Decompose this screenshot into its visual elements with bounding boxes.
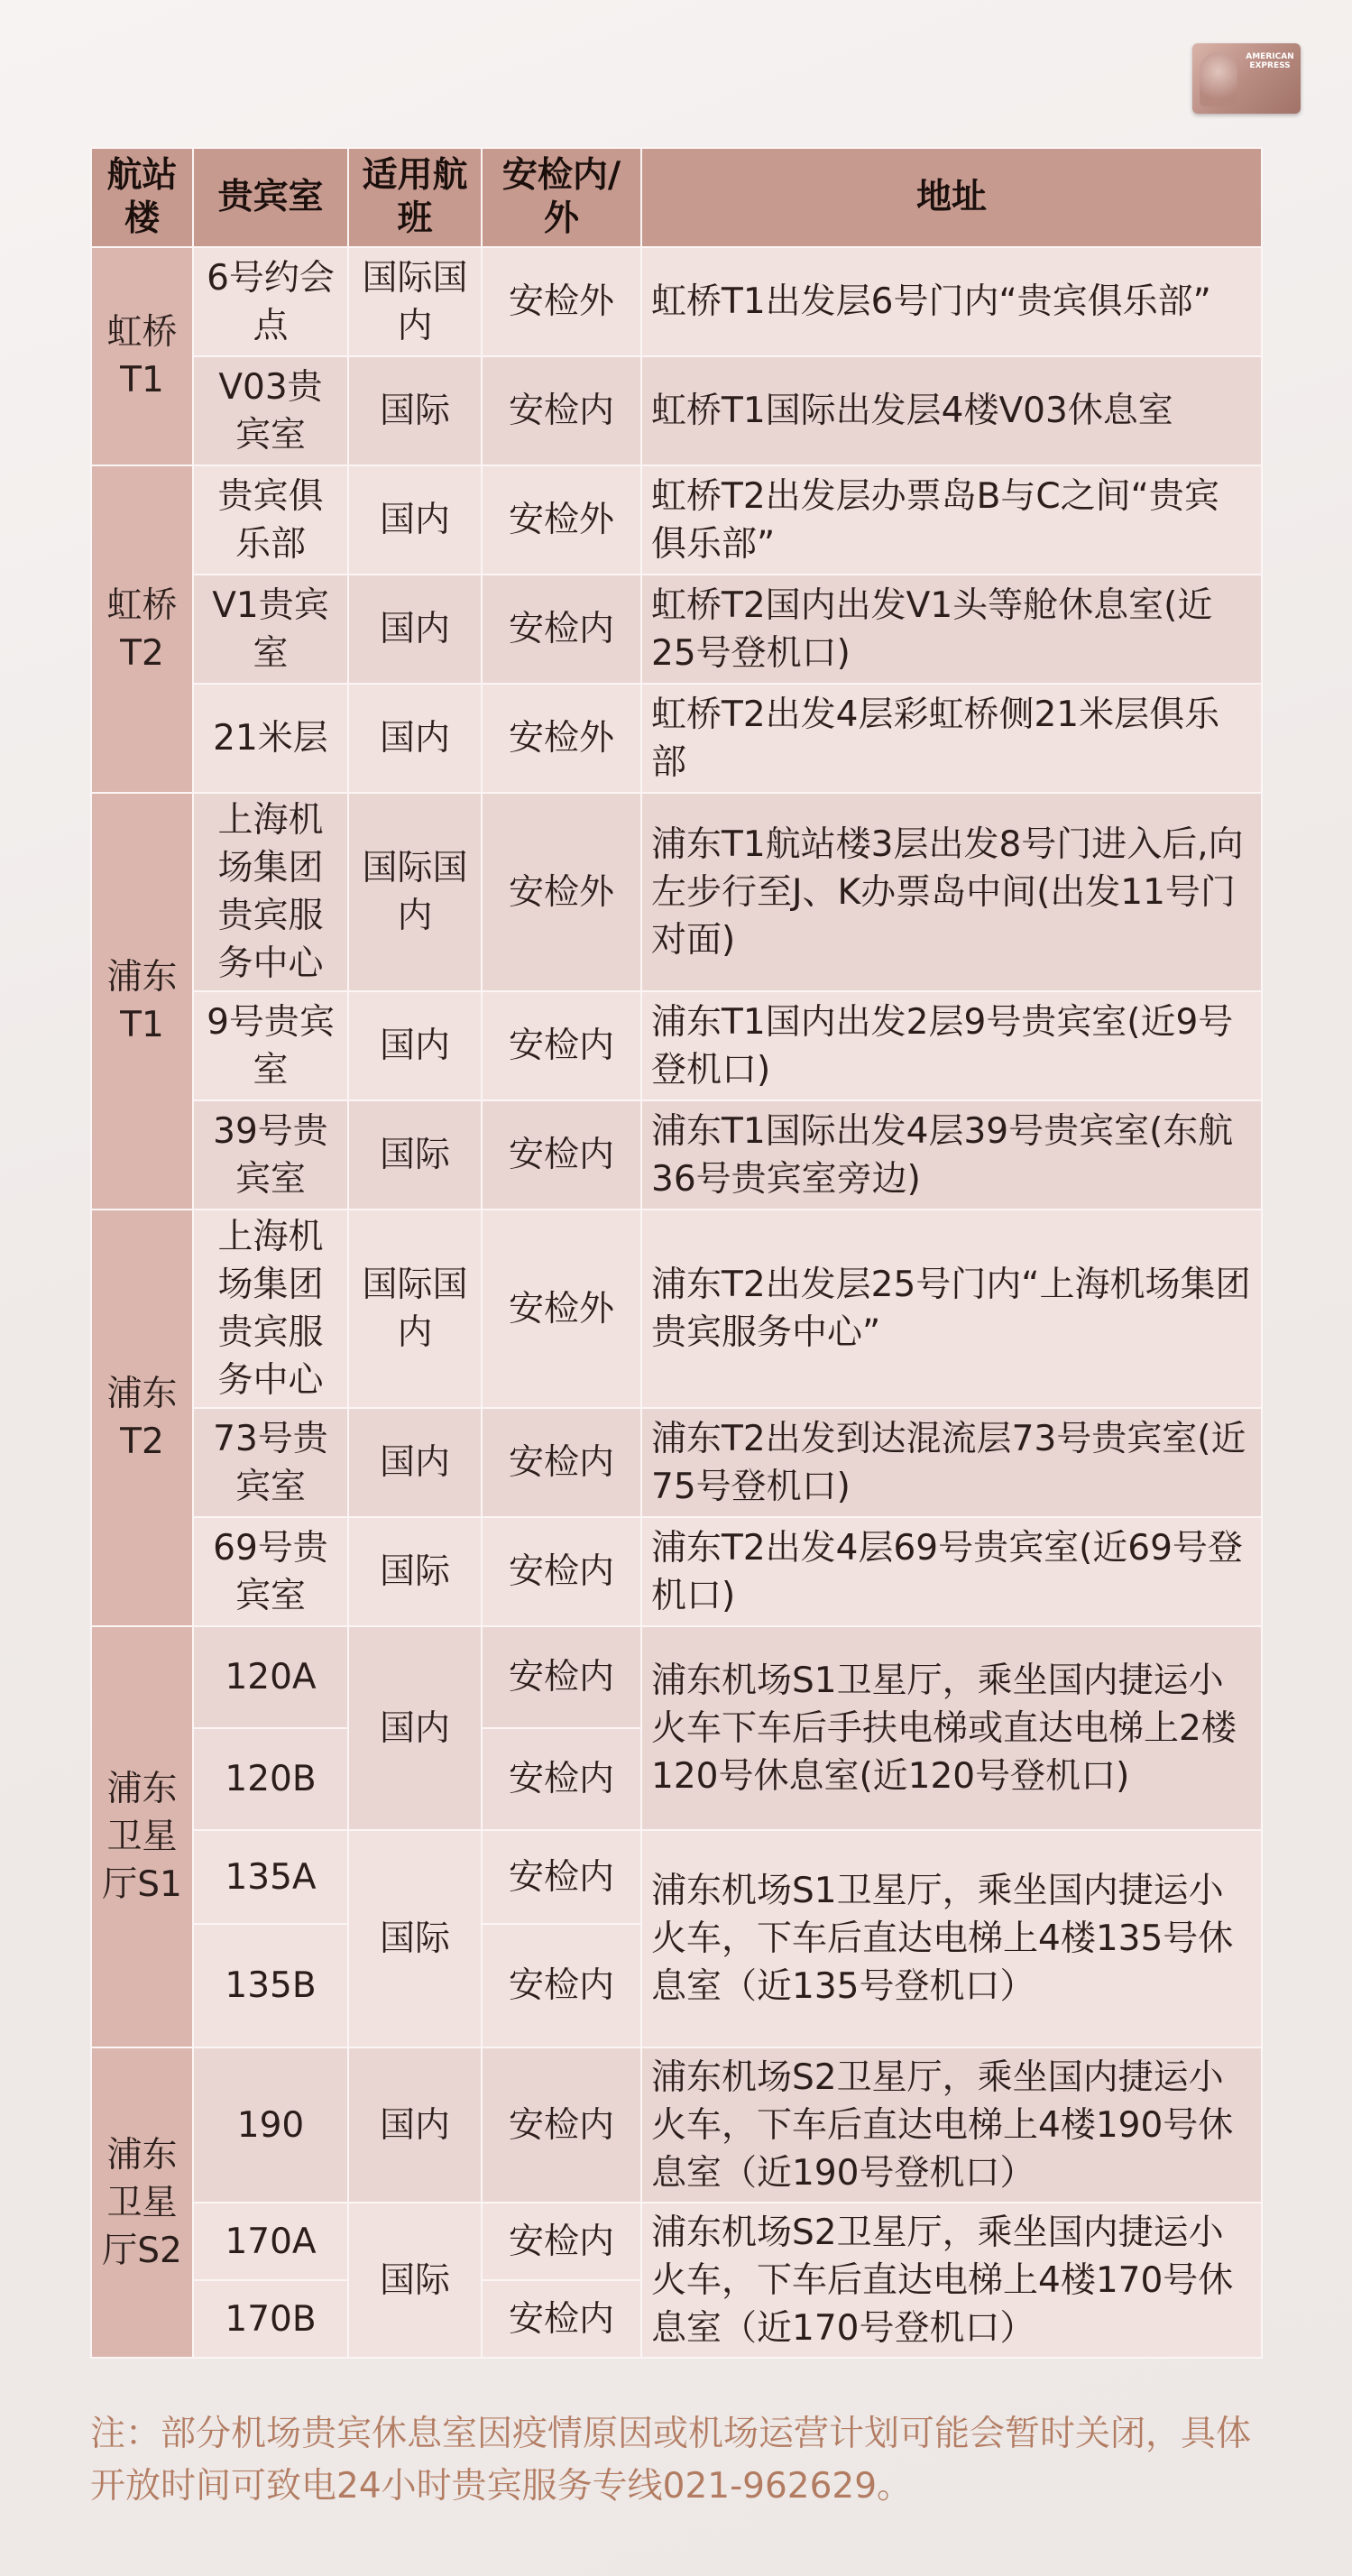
- security-cell: 安检外: [482, 684, 641, 793]
- header-address: 地址: [641, 148, 1262, 247]
- flight-cell: 国际国内: [348, 1210, 482, 1408]
- table-row: [91, 1100, 1262, 1210]
- flight-cell: 国际国内: [348, 793, 482, 991]
- address-cell: 虹桥T1出发层6号门内“贵宾俱乐部”: [641, 247, 1262, 356]
- table-row: [91, 1830, 1262, 1924]
- lounge-cell: 上海机场集团贵宾服务中心: [193, 1210, 348, 1408]
- address-cell: 浦东机场S1卫星厅，乘坐国内捷运小火车下车后手扶电梯或直达电梯上2楼120号休息室(近120号登机口): [641, 1626, 1262, 1830]
- card-brand-text: AMERICAN EXPRESS: [1246, 52, 1294, 70]
- security-cell: 安检外: [482, 793, 641, 991]
- table-row: [91, 247, 1262, 356]
- security-cell: 安检内: [482, 1100, 641, 1210]
- lounge-cell: 135A: [193, 1830, 348, 1924]
- security-cell: 安检内: [482, 2280, 641, 2358]
- centurion-portrait-icon: [1200, 52, 1237, 106]
- flight-cell: 国际: [348, 1517, 482, 1626]
- table-header-row: [91, 148, 1262, 247]
- header-flight: 适用航班: [348, 148, 482, 247]
- address-cell: 浦东机场S2卫星厅，乘坐国内捷运小火车，下车后直达电梯上4楼170号休息室（近170号登机口）: [641, 2203, 1262, 2358]
- lounge-cell: 69号贵宾室: [193, 1517, 348, 1626]
- security-cell: 安检内: [482, 1408, 641, 1517]
- terminal-cell: 虹桥T1: [91, 247, 193, 465]
- lounge-cell: 6号约会点: [193, 247, 348, 356]
- security-cell: 安检外: [482, 247, 641, 356]
- address-cell: 浦东机场S2卫星厅，乘坐国内捷运小火车，下车后直达电梯上4楼190号休息室（近190号登机口）: [641, 2047, 1262, 2203]
- lounge-cell: 170B: [193, 2280, 348, 2358]
- security-cell: 安检内: [482, 2047, 641, 2203]
- address-cell: 虹桥T1国际出发层4楼V03休息室: [641, 356, 1262, 465]
- lounge-cell: 上海机场集团贵宾服务中心: [193, 793, 348, 991]
- lounge-cell: 135B: [193, 1924, 348, 2047]
- flight-cell: 国际: [348, 1830, 482, 2047]
- address-cell: 虹桥T2国内出发V1头等舱休息室(近25号登机口): [641, 575, 1262, 684]
- terminal-cell: 浦东T1: [91, 793, 193, 1210]
- lounge-table: [90, 147, 1263, 2359]
- table-row: [91, 2047, 1262, 2203]
- header-terminal: 航站楼: [91, 148, 193, 247]
- lounge-cell: 21米层: [193, 684, 348, 793]
- lounge-cell: 73号贵宾室: [193, 1408, 348, 1517]
- terminal-cell: 虹桥T2: [91, 465, 193, 793]
- table-row: [91, 356, 1262, 465]
- lounge-cell: V03贵宾室: [193, 356, 348, 465]
- table-row: [91, 465, 1262, 575]
- lounge-cell: 190: [193, 2047, 348, 2203]
- security-cell: 安检内: [482, 1728, 641, 1830]
- table-row: [91, 1210, 1262, 1408]
- address-cell: 浦东T1国内出发2层9号贵宾室(近9号登机口): [641, 991, 1262, 1100]
- flight-cell: 国内: [348, 684, 482, 793]
- flight-cell: 国内: [348, 575, 482, 684]
- security-cell: 安检内: [482, 991, 641, 1100]
- security-cell: 安检内: [482, 1924, 641, 2047]
- lounge-cell: V1贵宾室: [193, 575, 348, 684]
- security-cell: 安检内: [482, 575, 641, 684]
- address-cell: 浦东机场S1卫星厅，乘坐国内捷运小火车，下车后直达电梯上4楼135号休息室（近135号登机口）: [641, 1830, 1262, 2047]
- amex-card-image: [1192, 43, 1301, 114]
- table-row: [91, 1626, 1262, 1728]
- terminal-cell: 浦东T2: [91, 1210, 193, 1626]
- lounge-cell: 120B: [193, 1728, 348, 1830]
- security-cell: 安检内: [482, 1517, 641, 1626]
- lounge-cell: 9号贵宾室: [193, 991, 348, 1100]
- flight-cell: 国际国内: [348, 247, 482, 356]
- lounge-cell: 39号贵宾室: [193, 1100, 348, 1210]
- table-row: [91, 684, 1262, 793]
- table-row: [91, 991, 1262, 1100]
- table-row: [91, 2203, 1262, 2280]
- address-cell: 浦东T2出发4层69号贵宾室(近69号登机口): [641, 1517, 1262, 1626]
- address-cell: 虹桥T2出发层办票岛B与C之间“贵宾俱乐部”: [641, 465, 1262, 575]
- header-lounge: 贵宾室: [193, 148, 348, 247]
- security-cell: 安检内: [482, 1626, 641, 1728]
- header-security: 安检内/外: [482, 148, 641, 247]
- lounge-cell: 贵宾俱乐部: [193, 465, 348, 575]
- table-row: [91, 793, 1262, 991]
- table-row: [91, 575, 1262, 684]
- security-cell: 安检内: [482, 2203, 641, 2280]
- flight-cell: 国内: [348, 2047, 482, 2203]
- table-row: [91, 1408, 1262, 1517]
- footnote: 注：部分机场贵宾休息室因疫情原因或机场运营计划可能会暂时关闭，具体开放时间可致电24小时贵宾服务专线021-962629。: [90, 2414, 1252, 2507]
- security-cell: 安检外: [482, 1210, 641, 1408]
- terminal-cell: 浦东卫星厅S1: [91, 1626, 193, 2047]
- flight-cell: 国际: [348, 356, 482, 465]
- flight-cell: 国际: [348, 2203, 482, 2358]
- flight-cell: 国内: [348, 1626, 482, 1830]
- table-row: [91, 1517, 1262, 1626]
- flight-cell: 国际: [348, 1100, 482, 1210]
- lounge-cell: 170A: [193, 2203, 348, 2280]
- flight-cell: 国内: [348, 991, 482, 1100]
- terminal-cell: 浦东卫星厅S2: [91, 2047, 193, 2358]
- lounge-cell: 120A: [193, 1626, 348, 1728]
- security-cell: 安检外: [482, 465, 641, 575]
- security-cell: 安检内: [482, 1830, 641, 1924]
- address-cell: 浦东T2出发到达混流层73号贵宾室(近75号登机口): [641, 1408, 1262, 1517]
- address-cell: 浦东T2出发层25号门内“上海机场集团贵宾服务中心”: [641, 1210, 1262, 1408]
- address-cell: 虹桥T2出发4层彩虹桥侧21米层俱乐部: [641, 684, 1262, 793]
- flight-cell: 国内: [348, 465, 482, 575]
- address-cell: 浦东T1航站楼3层出发8号门进入后,向左步行至J、K办票岛中间(出发11号门对面): [641, 793, 1262, 991]
- flight-cell: 国内: [348, 1408, 482, 1517]
- address-cell: 浦东T1国际出发4层39号贵宾室(东航36号贵宾室旁边): [641, 1100, 1262, 1210]
- security-cell: 安检内: [482, 356, 641, 465]
